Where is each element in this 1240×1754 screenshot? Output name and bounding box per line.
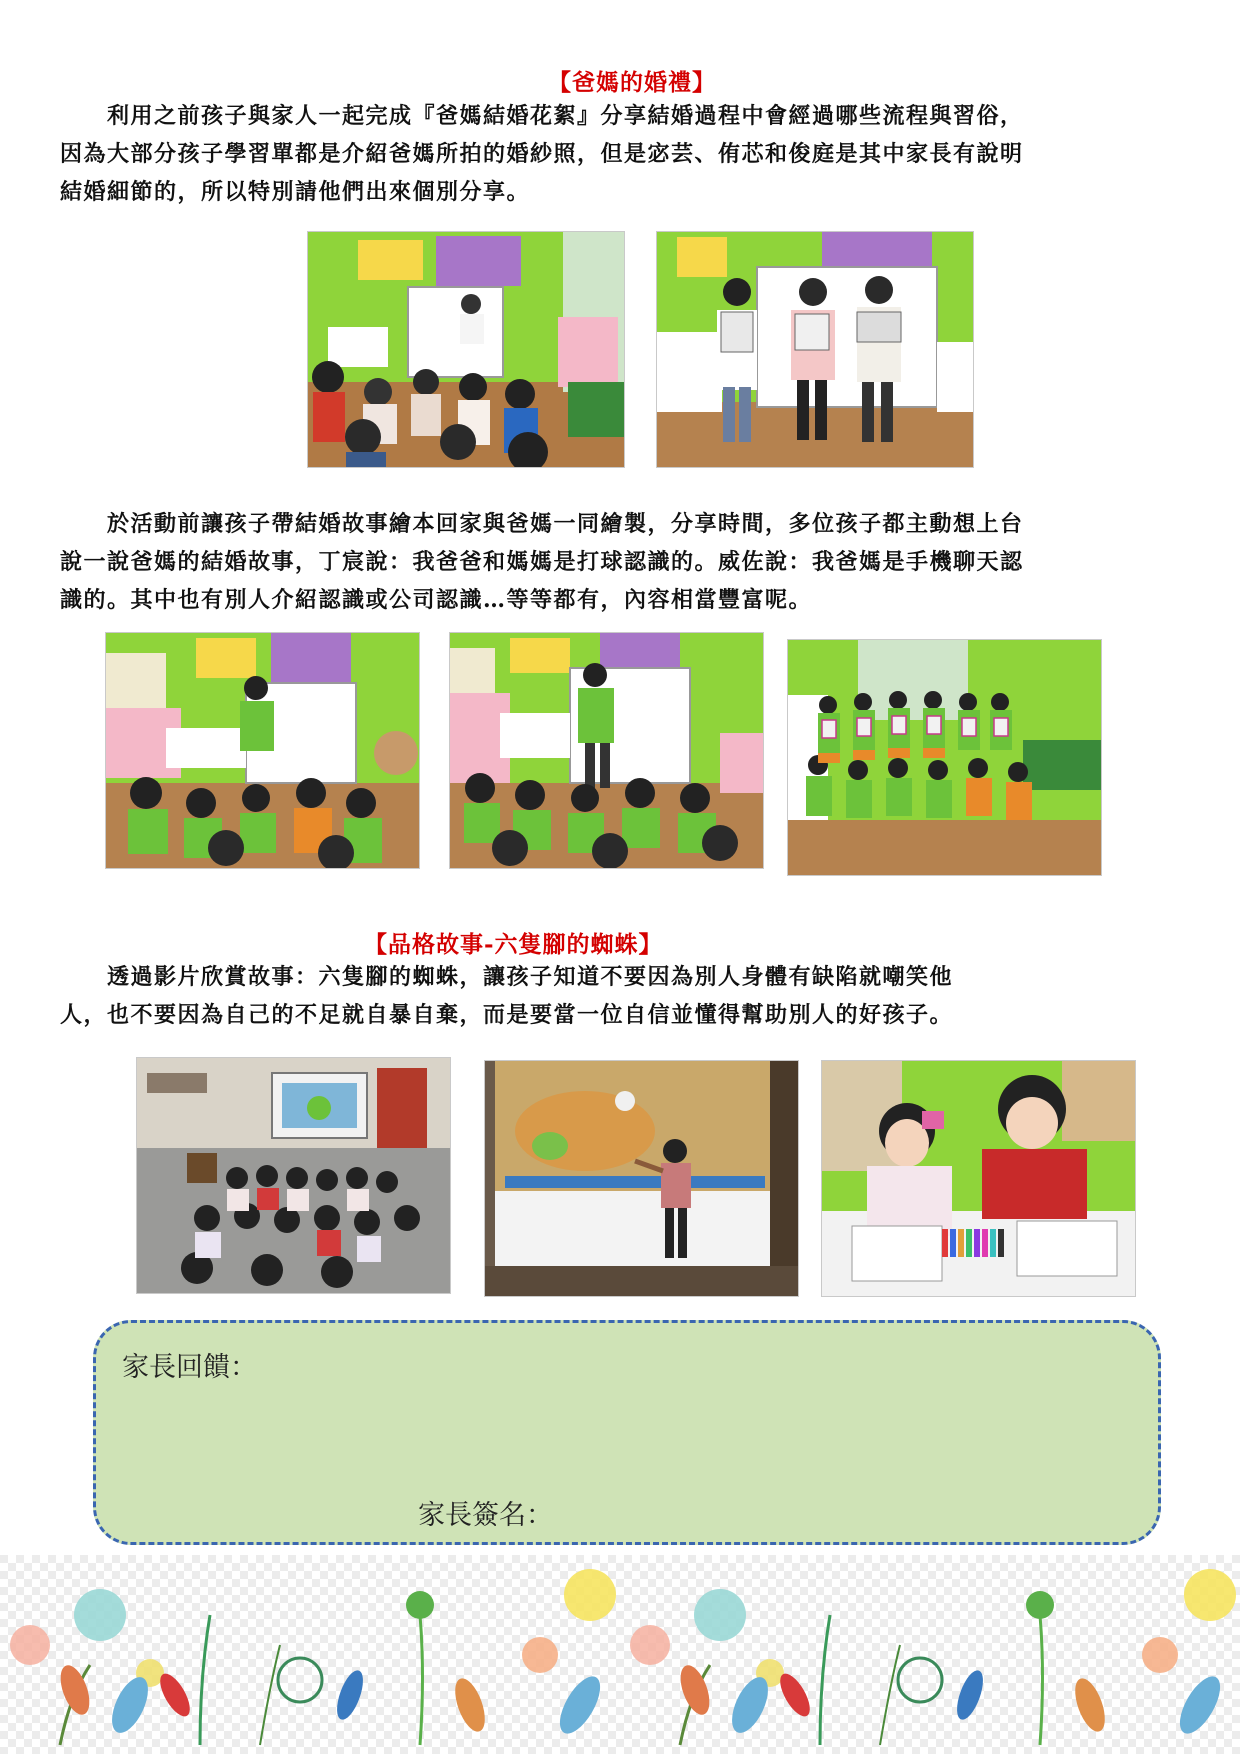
paragraph-line: 透過影片欣賞故事：六隻腳的蜘蛛，讓孩子知道不要因為別人身體有缺陷就嘲笑他 (60, 964, 954, 990)
photo-watching-video-hall (136, 1057, 451, 1294)
section-paragraph-parents-wedding (60, 97, 1180, 211)
section-paragraph-wedding-story (60, 505, 1180, 619)
paragraph-line: 說一說爸媽的結婚故事，丁宸說：我爸爸和媽媽是打球認識的。威佐說：我爸媽是手機聊天認 (60, 549, 1024, 575)
photo-classroom-sharing (307, 231, 625, 468)
section-heading-parents-wedding: 【爸媽的婚禮】 (548, 69, 716, 96)
photo-child-pointing-screen (484, 1060, 799, 1297)
photo-child-sharing-story-2 (449, 632, 764, 869)
photo-three-children-presenting (656, 231, 974, 468)
decorative-flower-footer (0, 1555, 1240, 1754)
paragraph-line: 人，也不要因為自己的不足就自暴自棄，而是要當一位自信並懂得幫助別人的好孩子。 (60, 1002, 954, 1028)
photo-child-sharing-story-1 (105, 632, 420, 869)
parent-feedback-label: 家長回饋： (122, 1352, 257, 1383)
paragraph-line: 識的。其中也有別人介紹認識或公司認識…等等都有，內容相當豐富呢。 (60, 587, 813, 613)
photo-group-with-books (787, 639, 1102, 876)
paragraph-line: 於活動前讓孩子帶結婚故事繪本回家與爸媽一同繪製，分享時間，多位孩子都主動想上台 (60, 511, 1024, 537)
section-paragraph-six-legged-spider (60, 958, 1180, 1034)
parent-signature-label: 家長簽名： (418, 1500, 553, 1531)
parent-feedback-box[interactable] (93, 1320, 1161, 1545)
paragraph-line: 結婚細節的，所以特別請他們出來個別分享。 (60, 179, 531, 205)
paragraph-line: 因為大部分孩子學習單都是介紹爸媽所拍的婚紗照，但是宓芸、侑芯和俊庭是其中家長有說明 (60, 141, 1024, 167)
section-heading-six-legged-spider: 【品格故事-六隻腳的蜘蛛】 (364, 931, 663, 958)
photo-children-drawing (821, 1060, 1136, 1297)
paragraph-line: 利用之前孩子與家人一起完成『爸媽結婚花絮』分享結婚過程中會經過哪些流程與習俗， (60, 103, 1024, 129)
